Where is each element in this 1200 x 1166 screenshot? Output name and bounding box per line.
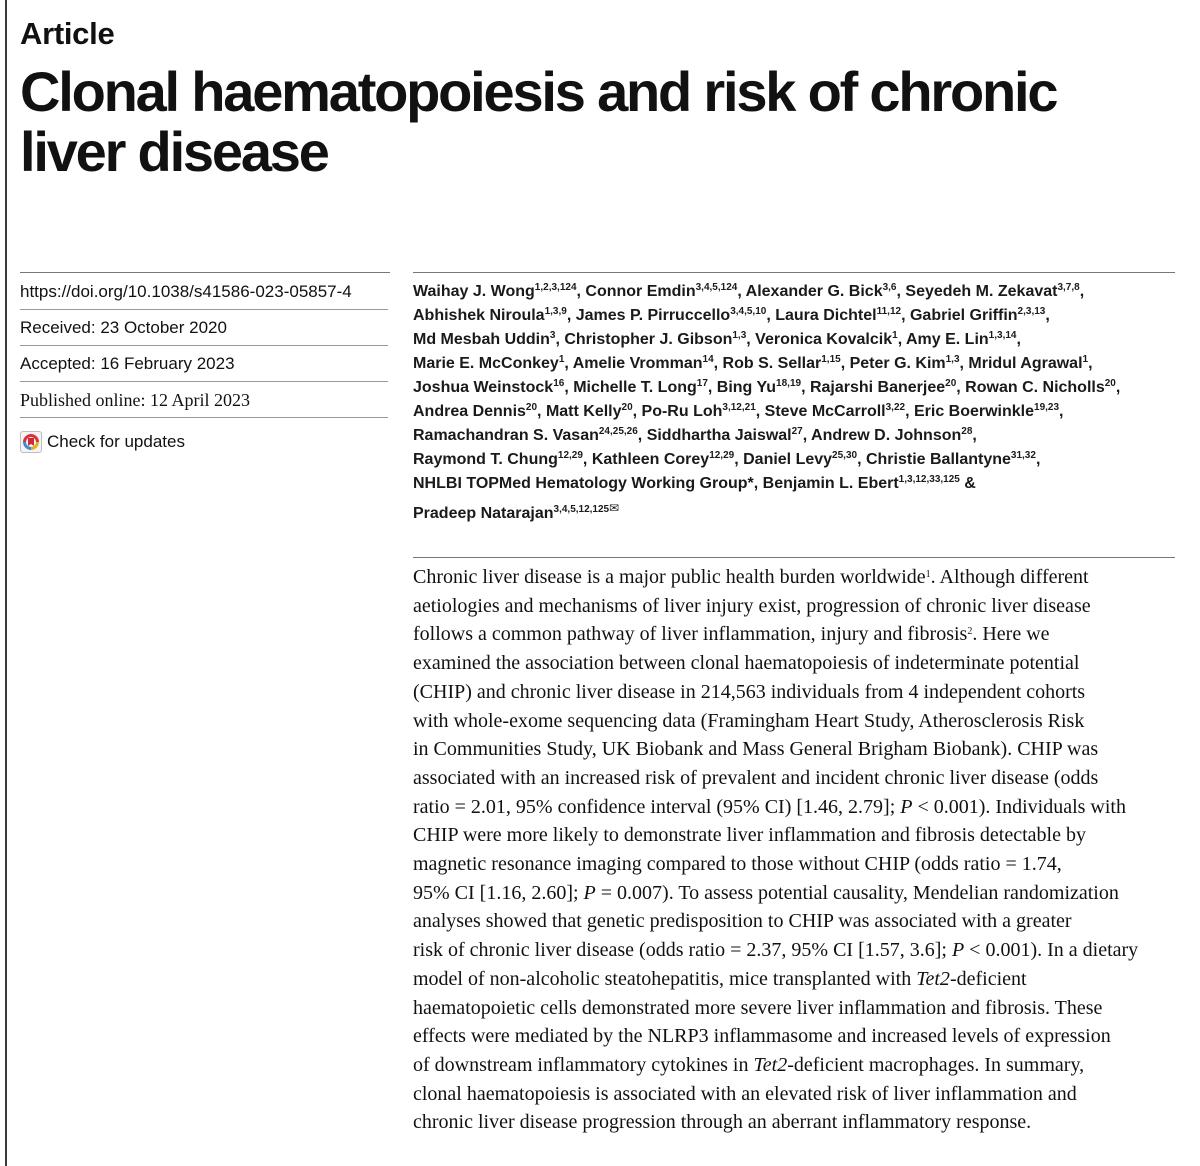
- author-line: Raymond T. Chung$^{12,29}$, Kathleen Corey$^{12,29}$, Daniel Levy$^{25,30}$, Christie Ballantyne$^{31,32}$,: [413, 450, 1041, 468]
- abstract-top-rule: [413, 557, 1175, 558]
- abstract-line: with whole-exome sequencing data (Framingham Heart Study, Atherosclerosis Risk: [413, 709, 1085, 732]
- left-margin-rule: [5, 0, 7, 1166]
- abstract-line: haematopoietic cells demonstrated more severe liver inflammation and fibrosis. These: [413, 996, 1103, 1019]
- abstract-line: effects were mediated by the NLRP3 inflammasome and increased levels of expression: [413, 1025, 1111, 1048]
- article-title: [20, 62, 1180, 182]
- abstract-line: follows a common pathway of liver inflammation, injury and fibrosis$^2$. Here we: [413, 623, 1050, 646]
- abstract-line: CHIP were more likely to demonstrate liver inflammation and fibrosis detectable by: [413, 824, 1086, 847]
- abstract-line: magnetic resonance imaging compared to those without CHIP (odds ratio = 1.74,: [413, 853, 1062, 876]
- abstract-line: aetiologies and mechanisms of liver injury exist, progression of chronic liver disease: [413, 594, 1091, 617]
- check-updates-icon: [20, 431, 42, 453]
- author-line: Pradeep Natarajan$^{3,4,5,12,125✉}$: [413, 501, 620, 522]
- abstract-line: in Communities Study, UK Biobank and Mass General Brigham Biobank). CHIP was: [413, 738, 1099, 761]
- email-icon[interactable]: ✉: [609, 501, 620, 515]
- abstract-line: (CHIP) and chronic liver disease in 214,563 individuals from 4 independent cohorts: [413, 680, 1086, 703]
- abstract-line: ratio = 2.01, 95% confidence interval (95% CI) [1.46, 2.79]; P < 0.001). Individuals with: [413, 795, 1126, 818]
- abstract-line: analyses showed that genetic predisposition to CHIP was associated with a greater: [413, 910, 1072, 933]
- abstract-line: clonal haematopoiesis is associated with an elevated risk of liver inflammation and: [413, 1082, 1077, 1105]
- abstract-line: 95% CI [1.16, 2.60]; P = 0.007). To assess potential causality, Mendelian randomization: [413, 881, 1119, 904]
- author-line: Marie E. McConkey$^1$, Amelie Vromman$^{14}$, Rob S. Sellar$^{1,15}$, Peter G. Kim$^{1,3}$, Mridul Agrawal$^1$,: [413, 354, 1093, 372]
- author-line: NHLBI TOPMed Hematology Working Group*, Benjamin L. Ebert$^{1,3,12,33,125}$ &: [413, 474, 976, 492]
- accepted-date: Accepted: 16 February 2023: [20, 352, 388, 382]
- abstract-line: Chronic liver disease is a major public health burden worldwide$^1$. Although different: [413, 566, 1089, 588]
- authors-top-rule: [413, 272, 1175, 273]
- article-metadata: [20, 280, 388, 459]
- abstract: [413, 563, 1193, 1137]
- author-line: Md Mesbah Uddin$^3$, Christopher J. Gibson$^{1,3}$, Veronica Kovalcik$^1$, Amy E. Lin$^{1,3,14}$,: [413, 330, 1021, 348]
- received-date: Received: 23 October 2020: [20, 316, 388, 346]
- author-list: [413, 280, 1183, 526]
- author-line: Andrea Dennis$^{20}$, Matt Kelly$^{20}$, Po-Ru Loh$^{3,12,21}$, Steve McCarroll$^{3,22}$, Eric Boerwinkle$^{19,23}$,: [413, 402, 1064, 420]
- title-line-1: Clonal haematopoiesis and risk of chronic: [20, 60, 1057, 123]
- meta-top-rule: [20, 272, 390, 273]
- author-line: Waihay J. Wong$^{1,2,3,124}$, Connor Emdin$^{3,4,5,124}$, Alexander G. Bick$^{3,6}$, Seyedeh M. Zekavat$^{3,7,8}$,: [413, 282, 1085, 300]
- check-updates-label: Check for updates: [47, 432, 185, 451]
- author-line: Joshua Weinstock$^{16}$, Michelle T. Long$^{17}$, Bing Yu$^{18,19}$, Rajarshi Banerjee$^{20}$, Rowan C. Nicholls$^{20}$,: [413, 378, 1121, 396]
- abstract-line: chronic liver disease progression through an aberrant inflammatory response.: [413, 1111, 1032, 1134]
- published-date: Published online: 12 April 2023: [20, 388, 388, 418]
- abstract-line: of downstream inflammatory cytokines in Tet2-deficient macrophages. In summary,: [413, 1053, 1085, 1076]
- title-line-2: liver disease: [20, 120, 328, 183]
- abstract-line: associated with an increased risk of prevalent and incident chronic liver disease (odds: [413, 766, 1099, 789]
- check-for-updates-button[interactable]: [20, 424, 388, 459]
- abstract-line: risk of chronic liver disease (odds ratio = 2.37, 95% CI [1.57, 3.6]; P < 0.001). In a dietary: [413, 939, 1139, 962]
- doi-link[interactable]: https://doi.org/10.1038/s41586-023-05857-4: [20, 280, 388, 310]
- article-type-label: Article: [20, 16, 115, 51]
- author-line: Ramachandran S. Vasan$^{24,25,26}$, Siddhartha Jaiswal$^{27}$, Andrew D. Johnson$^{28}$,: [413, 426, 977, 444]
- abstract-line: model of non-alcoholic steatohepatitis, mice transplanted with Tet2-deficient: [413, 967, 1027, 990]
- abstract-line: examined the association between clonal haematopoiesis of indeterminate potential: [413, 652, 1080, 675]
- author-line: Abhishek Niroula$^{1,3,9}$, James P. Pirruccello$^{3,4,5,10}$, Laura Dichtel$^{11,12}$, Gabriel Griffin$^{2,3,13}$,: [413, 306, 1050, 324]
